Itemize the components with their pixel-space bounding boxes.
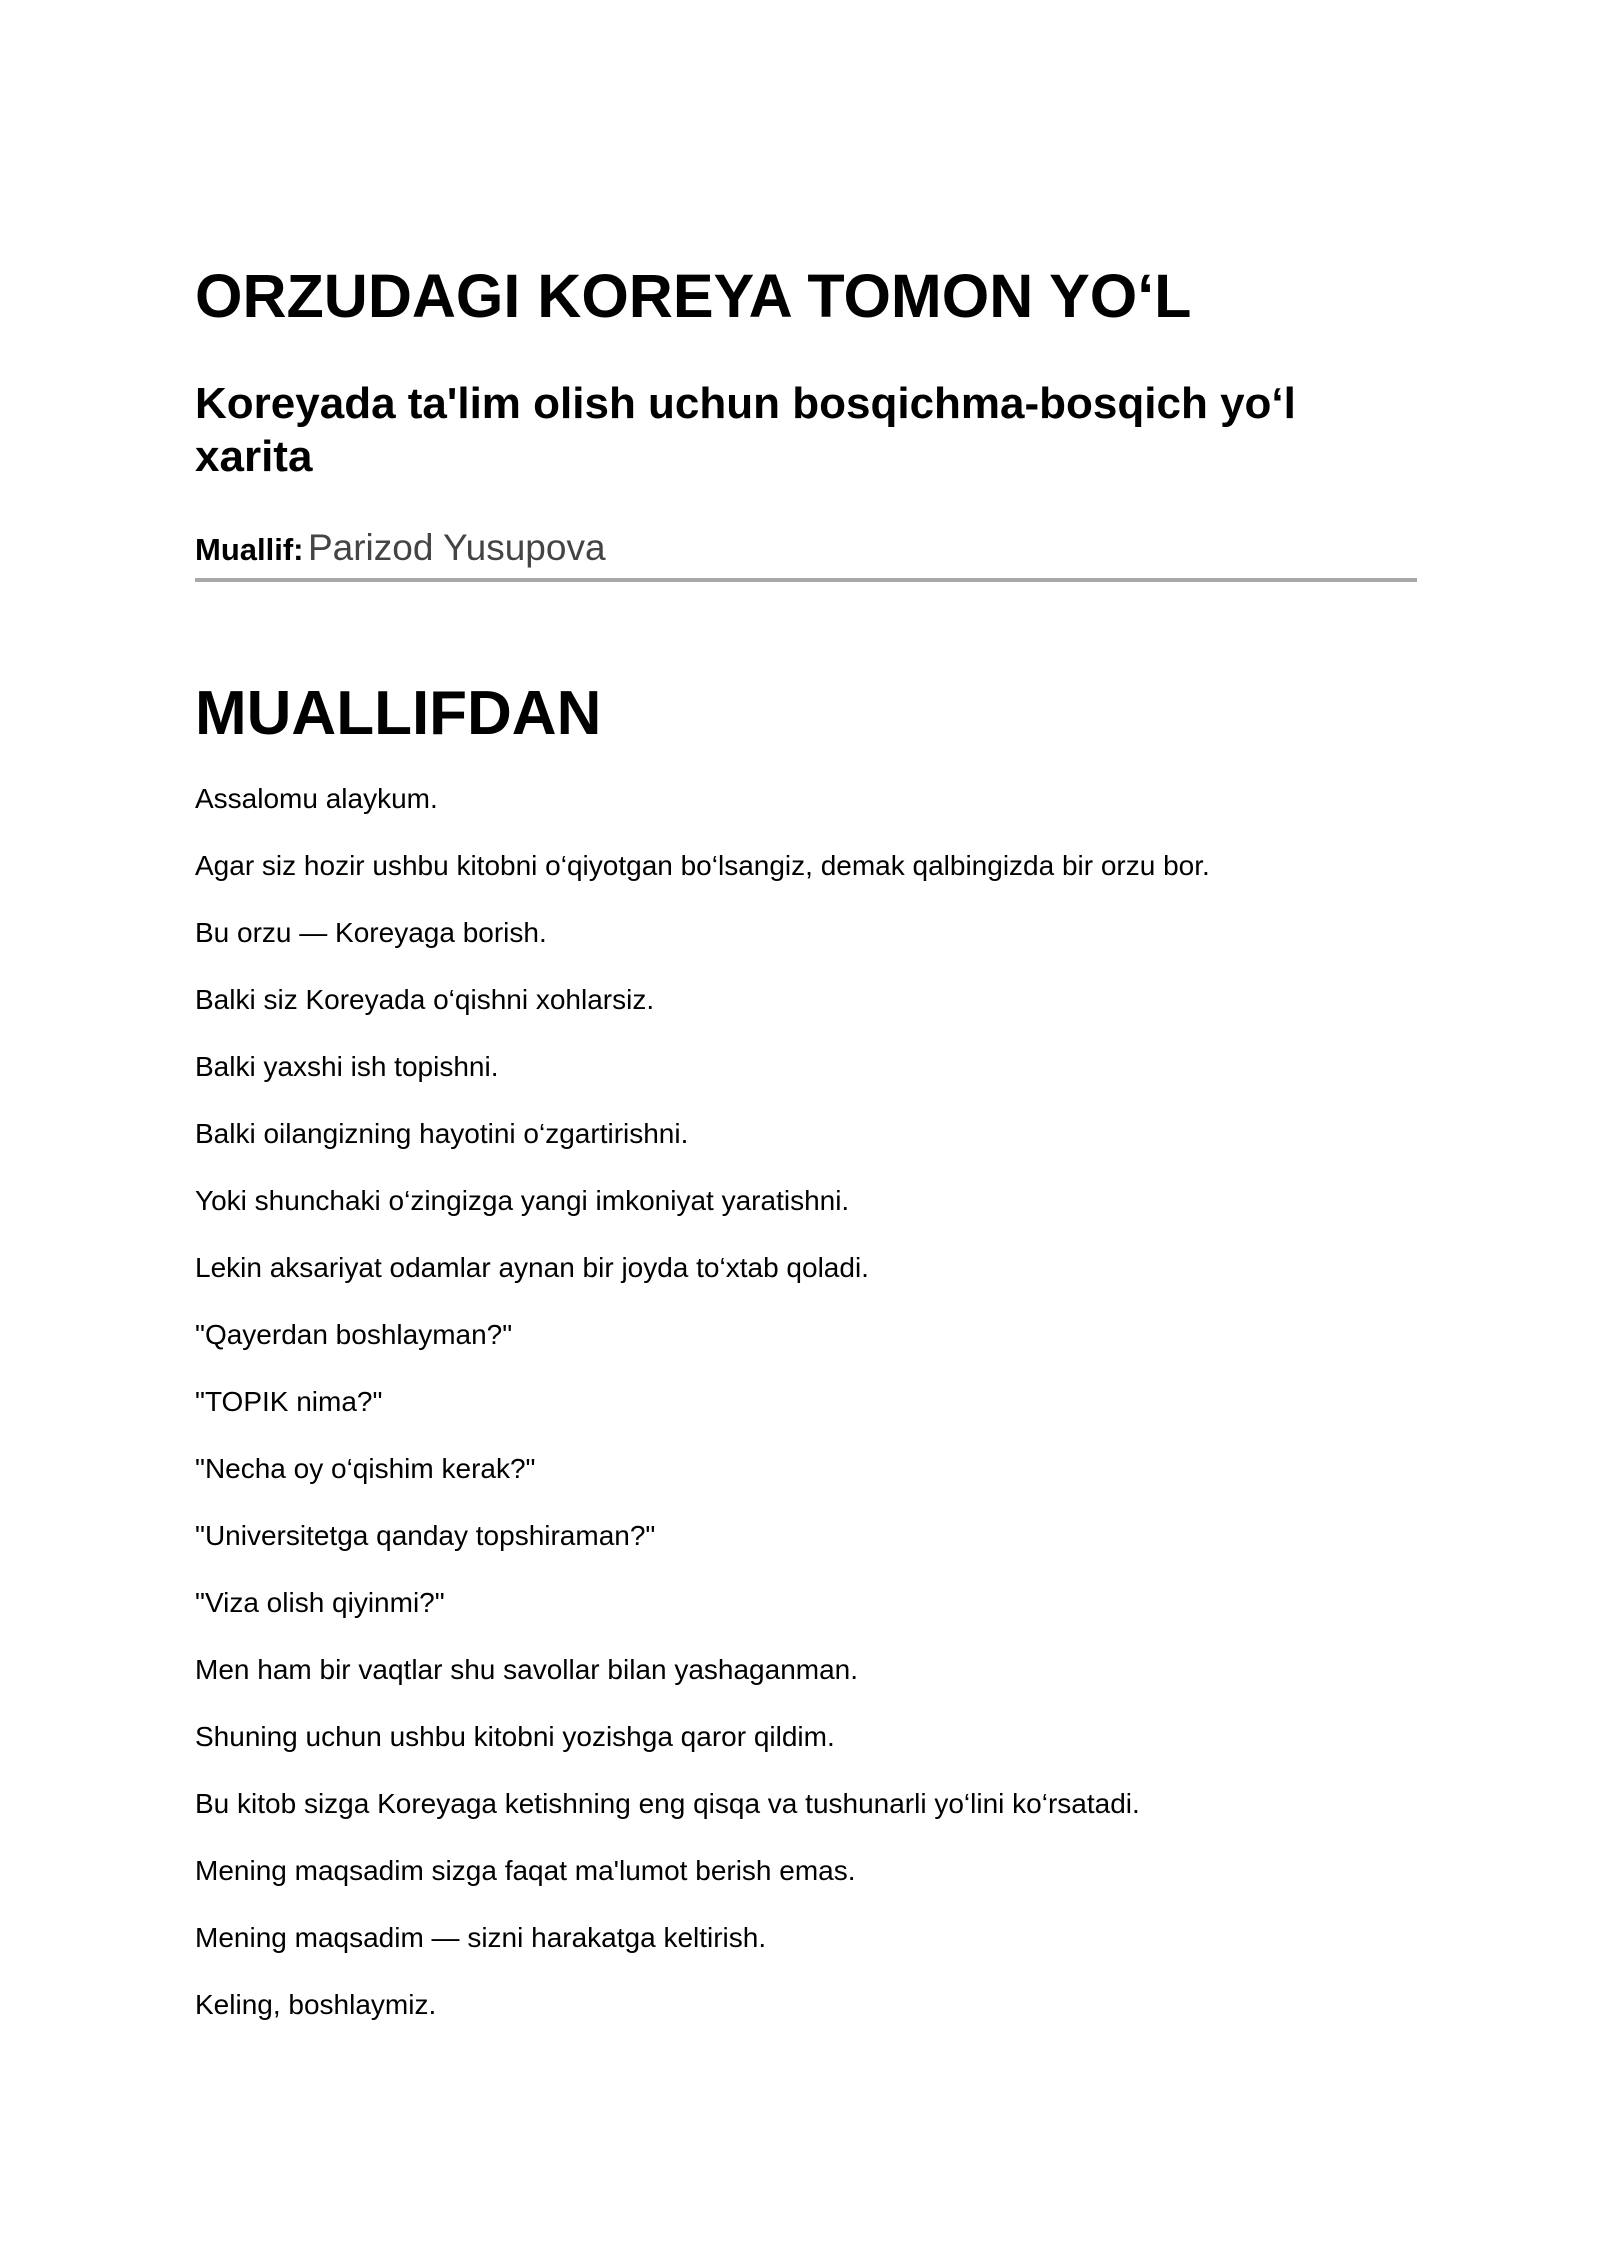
paragraph: Agar siz hozir ushbu kitobni o‘qiyotgan bo‘lsangiz, demak qalbingizda bir orzu bor. [195,850,1210,881]
paragraph: Balki yaxshi ish topishni. [195,1051,499,1082]
paragraph: Bu kitob sizga Koreyaga ketishning eng qisqa va tushunarli yo‘lini ko‘rsatadi. [195,1788,1140,1819]
paragraph-list [195,781,1417,2054]
paragraph: Bu orzu — Koreyaga borish. [195,917,547,948]
author-line [195,524,1417,580]
paragraph: "Viza olish qiyinmi?" [195,1587,445,1618]
paragraph: Keling, boshlaymiz. [195,1989,437,2020]
author-name: Parizod Yusupova [307,527,606,568]
document-subtitle: Koreyada ta'lim olish uchun bosqichma-bosqich yo‘l xarita [195,379,1296,481]
document-page [195,0,1417,2262]
author-label: Muallif: [195,532,304,567]
paragraph: "Qayerdan boshlayman?" [195,1319,513,1350]
paragraph: Balki siz Koreyada o‘qishni xohlarsiz. [195,984,655,1015]
paragraph: Men ham bir vaqtlar shu savollar bilan yashaganman. [195,1654,859,1685]
paragraph: Shuning uchun ushbu kitobni yozishga qaror qildim. [195,1721,835,1752]
header-divider [195,578,1417,582]
paragraph: "Necha oy o‘qishim kerak?" [195,1453,536,1484]
paragraph: Yoki shunchaki o‘zingizga yangi imkoniyat yaratishni. [195,1185,850,1216]
paragraph: Mening maqsadim — sizni harakatga keltirish. [195,1922,767,1953]
section-heading: MUALLIFDAN [195,679,602,748]
paragraph: Lekin aksariyat odamlar aynan bir joyda to‘xtab qoladi. [195,1252,869,1283]
document-title: ORZUDAGI KOREYA TOMON YO‘L [195,262,1192,330]
paragraph: Mening maqsadim sizga faqat ma'lumot berish emas. [195,1855,856,1886]
paragraph: "Universitetga qanday topshiraman?" [195,1520,656,1551]
paragraph: "TOPIK nima?" [195,1386,383,1417]
paragraph: Assalomu alaykum. [195,783,438,814]
paragraph: Balki oilangizning hayotini o‘zgartirishni. [195,1118,689,1149]
